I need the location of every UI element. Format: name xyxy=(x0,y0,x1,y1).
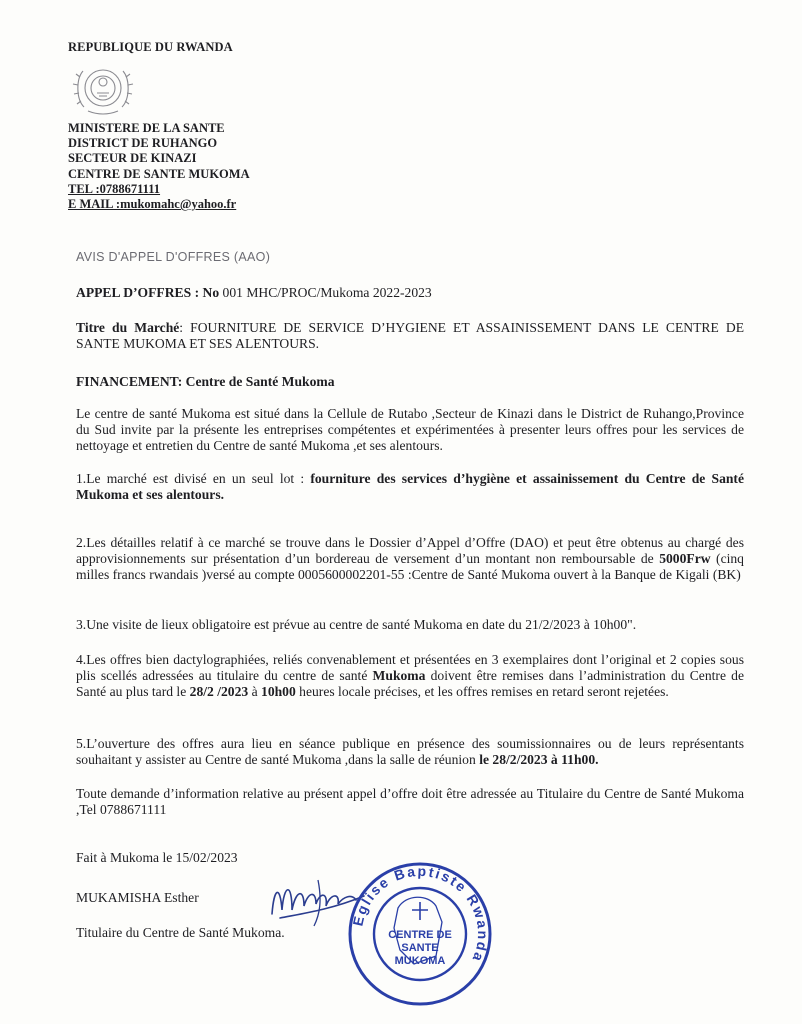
tel-line: TEL :0788671111 xyxy=(68,181,161,196)
p4-text-a: 4.Les offres bien dactylographiées, reliés convenablement et présentées en 3 exemplaires dont l’original et 2 copies sous plis scellés adressées au titulaire du centre de santé xyxy=(76,652,744,683)
place-date: Fait à Mukoma le 15/02/2023 xyxy=(76,850,238,865)
center-line: CENTRE DE SANTE MUKOMA xyxy=(68,166,250,181)
paragraph-3: 3.Une visite de lieux obligatoire est prévue au centre de santé Mukoma en date du 21/2/2023 à 10h00". xyxy=(76,617,637,632)
p1-bold: fourniture des services d’hygiène et assainissement du Centre de Santé Mukoma et ses alentours. xyxy=(76,471,744,502)
ministry-line: MINISTERE DE LA SANTE xyxy=(68,121,225,135)
paragraph-1 xyxy=(76,471,744,503)
p5-text: 5.L’ouverture des offres aura lieu en séance publique en présence des soumissionnaires ou de leurs représentants souhaitant y assister au Centre de santé Mukoma ,dans la salle de réunion xyxy=(76,736,744,767)
titre-paragraph xyxy=(76,320,744,352)
paragraph-2 xyxy=(76,535,744,583)
stamp-line-3: MUKOMA xyxy=(394,955,446,967)
intro-paragraph: Le centre de santé Mukoma est situé dans la Cellule de Rutabo ,Secteur de Kinazi dans le District de Ruhango,Province du Sud invite par la présente les entreprises compétentes et expérimentées à presenter leurs offres pour les services de nettoyage et entretien du Centre de santé Mukoma ,et ses alentours. xyxy=(76,406,744,453)
p4-bold-mukoma: Mukoma xyxy=(372,668,426,683)
paragraph-5 xyxy=(76,736,744,768)
paragraph-6: Toute demande d’information relative au présent appel d’offre doit être adressée au Titulaire du Centre de Santé Mukoma ,Tel 0788671111 xyxy=(76,786,744,817)
p2-amount: 5000Frw xyxy=(659,551,711,566)
p2-text-a: 2.Les détailles relatif à ce marché se trouve dans le Dossier d’Appel d’Offre (DAO) et peut être obtenus au chargé des approvisionnements sur présentation d’un bordereau de versement d’un montant non remboursable de xyxy=(76,535,744,566)
paragraph-4 xyxy=(76,652,744,700)
financement-line: FINANCEMENT: Centre de Santé Mukoma xyxy=(76,374,335,389)
appel-number: 001 MHC/PROC/Mukoma 2022-2023 xyxy=(219,285,432,300)
titre-label: Titre du Marché xyxy=(76,320,180,335)
p4-text-e: à xyxy=(248,684,262,699)
p4-deadline-time: 10h00 xyxy=(261,684,296,699)
signatory-title: Titulaire du Centre de Santé Mukoma. xyxy=(76,925,285,940)
avis-heading: AVIS D'APPEL D'OFFRES (AAO) xyxy=(76,250,271,264)
district-line: DISTRICT DE RUHANGO xyxy=(68,136,218,151)
p5-opening-date: le 28/2/2023 à 11h00. xyxy=(479,752,599,767)
p4-deadline-date: 28/2 /2023 xyxy=(189,684,249,699)
rwanda-coat-of-arms-icon xyxy=(66,57,140,119)
signatory-name: MUKAMISHA Esther xyxy=(76,890,199,905)
p1-text: 1.Le marché est divisé en un seul lot : xyxy=(76,471,311,486)
email-line: E MAIL :mukomahc@yahoo.fr xyxy=(68,197,237,212)
p4-text-g: heures locale précises, et les offres remises en retard seront rejetées. xyxy=(295,684,669,699)
official-stamp-icon xyxy=(344,858,496,1010)
stamp-line-1: CENTRE DE xyxy=(388,929,452,941)
appel-label: APPEL D’OFFRES : No xyxy=(76,285,220,300)
p4-text-c: doivent être remises dans l’administration du Centre de Santé au plus tard le xyxy=(76,668,744,699)
appel-line xyxy=(76,285,744,301)
stamp-line-2: SANTE xyxy=(401,942,439,954)
p2-text-c: (cinq milles francs rwandais )versé au compte 0005600002201-55 :Centre de Santé Mukoma ouvert à la Banque de Kigali (BK) xyxy=(76,551,744,582)
stamp-ring-text: Eglise Baptiste Rwanda xyxy=(349,862,492,966)
sector-line: SECTEUR DE KINAZI xyxy=(68,151,197,166)
institution-block xyxy=(68,121,250,212)
republic-heading: REPUBLIQUE DU RWANDA xyxy=(68,40,233,54)
titre-text: : FOURNITURE DE SERVICE D’HYGIENE ET ASSAINISSEMENT DANS LE CENTRE DE SANTE MUKOMA ET SES ALENTOURS. xyxy=(76,320,745,351)
